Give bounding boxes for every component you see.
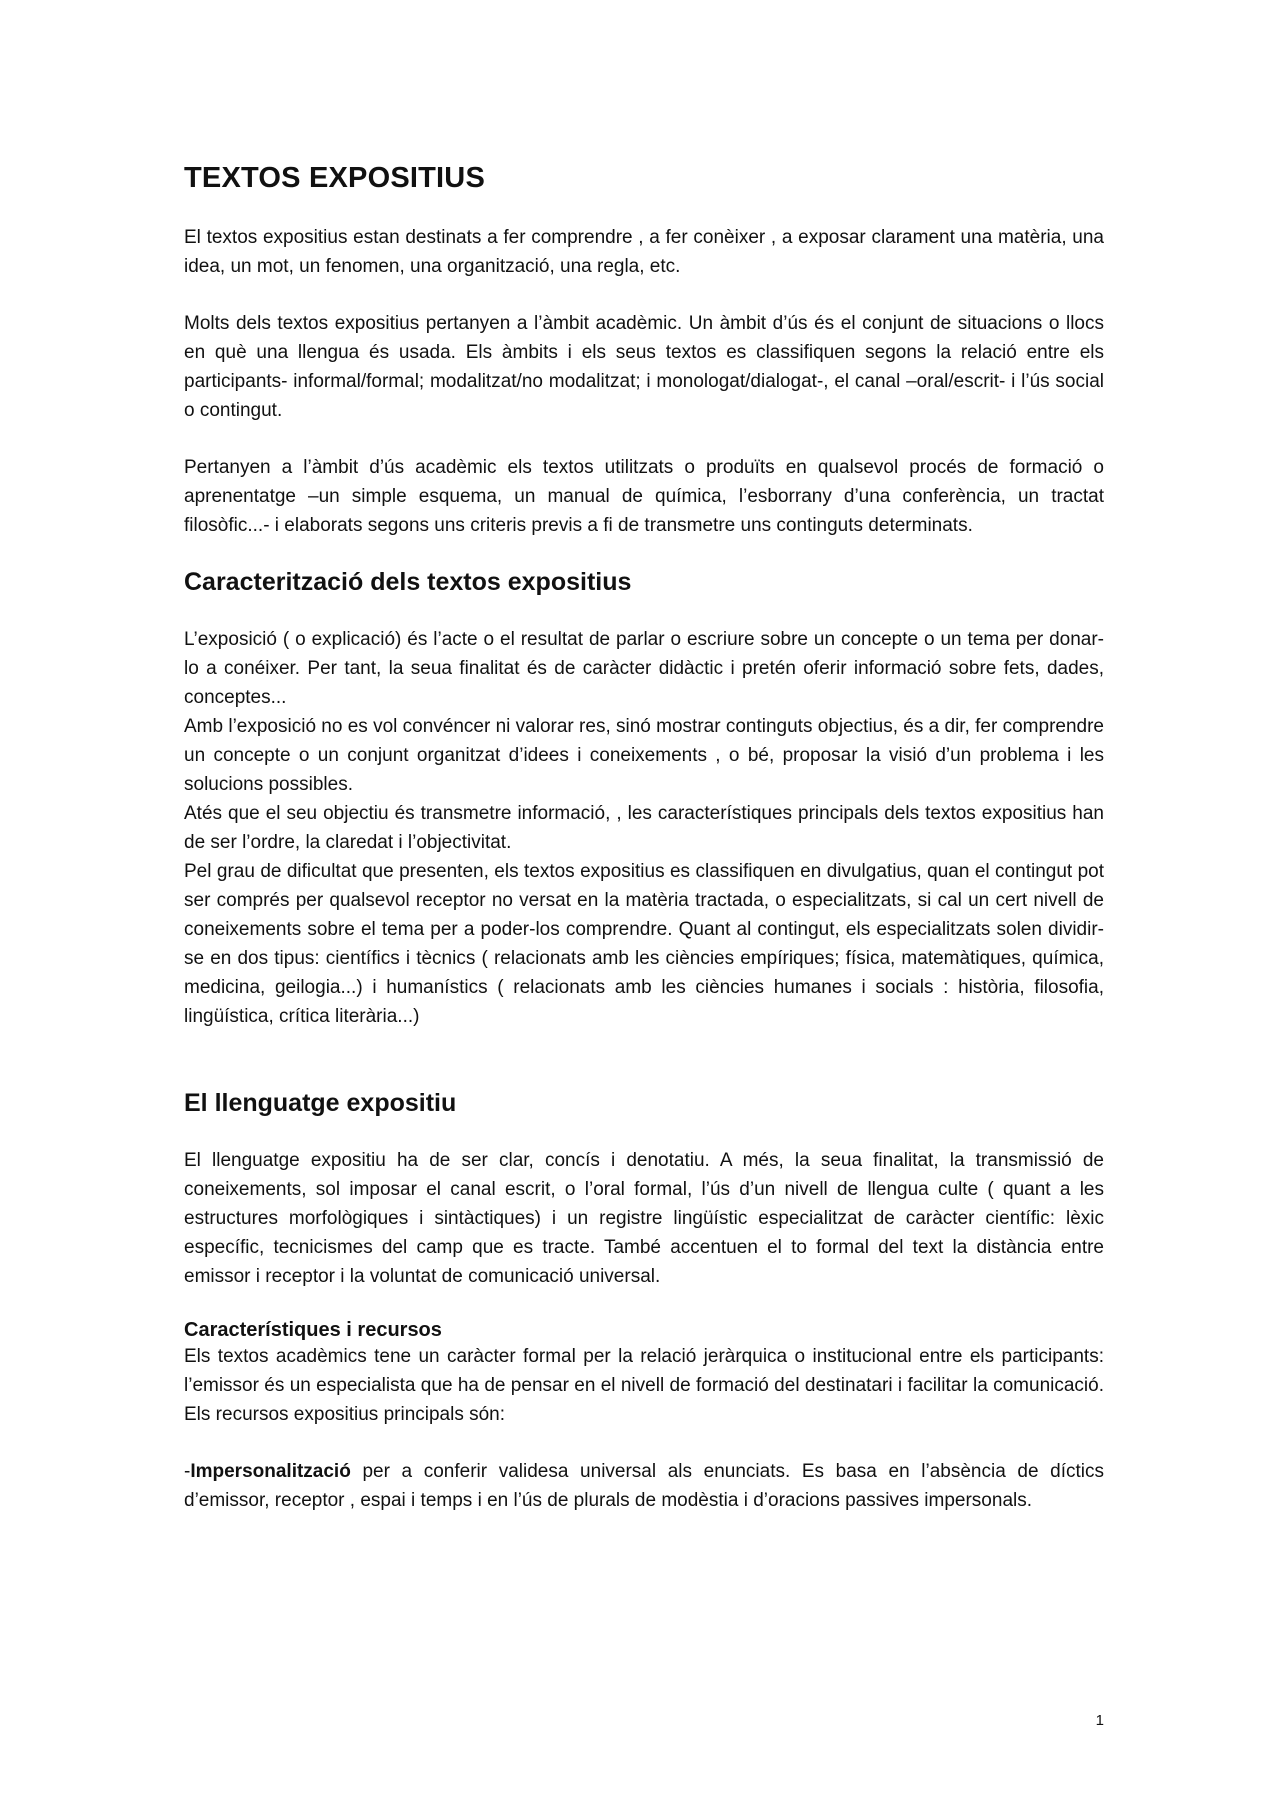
subsection-paragraph: Els textos acadèmics tene un caràcter formal per la relació jeràrquica o institucional entre els participants: l’emissor és un especialista que ha de pensar en el nivell de formació del destinatari i facilitar la comunicació. Els recursos expositius principals són: <box>184 1346 1104 1425</box>
section1-paragraph-2: Amb l’exposició no es vol convéncer ni valorar res, sinó mostrar continguts objectius, és a dir, fer comprendre un concepte o un conjunt organitzat d’idees i coneixements , o bé, proposar la visió d’un problema i les solucions possibles. <box>184 716 1104 795</box>
section1-paragraph-3: Atés que el seu objectiu és transmetre informació, , les característiques principals dels textos expositius han de ser l’ordre, la claredat i l’objectivitat. <box>184 803 1104 853</box>
resource-text: per a conferir validesa universal als enunciats. Es basa en l’absència de díctics d’emissor, receptor , espai i temps i en l’ús de plurals de modèstia i d’oracions passives impersonals. <box>184 1461 1104 1511</box>
intro-paragraph-2: Molts dels textos expositius pertanyen a l’àmbit acadèmic. Un àmbit d’ús és el conjunt de situacions o llocs en què una llengua és usada. Els àmbits i els seus textos es classifiquen segons la relació entre els participants- informal/formal; modalitzat/no modalitzat; i monologat/dialogat-, el canal –oral/escrit- i l’ús social o contingut. <box>184 313 1104 421</box>
section-heading-caracteritzacio: Caracterització dels textos expositius <box>184 568 632 596</box>
section1-paragraph-1: L’exposició ( o explicació) és l’acte o el resultat de parlar o escriure sobre un concepte o un tema per donar-lo a conéixer. Per tant, la seua finalitat és de caràcter didàctic i pretén oferir informació sobre fets, dades, conceptes... <box>184 629 1104 708</box>
document-page <box>184 150 1104 1515</box>
resource-term: Impersonalització <box>190 1461 351 1482</box>
resource-prefix: - <box>184 1461 191 1482</box>
section2-paragraph: El llenguatge expositiu ha de ser clar, concís i denotatiu. A més, la seua finalitat, la transmissió de coneixements, sol imposar el canal escrit, o l’oral formal, l’ús d’un nivell de llengua culte ( quant a les estructures morfològiques i sintàctiques) i un registre lingüístic especialitzat de caràcter científic: lèxic específic, tecnicismes del camp que es tracte. També accentuen el to formal del text la distància entre emissor i receptor i la voluntat de comunicació universal. <box>184 1150 1104 1287</box>
intro-paragraph-3: Pertanyen a l’àmbit d’ús acadèmic els textos utilitzats o produïts en qualsevol procés de formació o aprenentatge –un simple esquema, un manual de química, l’esborrany d’una conferència, un tractat filosòfic...- i elaborats segons uns criteris previs a fi de transmetre uns continguts determinats. <box>184 457 1104 536</box>
document-title: TEXTOS EXPOSITIUS <box>184 162 485 194</box>
spacer <box>184 1031 1104 1089</box>
section-heading-llenguatge: El llenguatge expositiu <box>184 1089 457 1117</box>
subheading-caracteristiques: Característiques i recursos <box>184 1319 442 1341</box>
page-number: 1 <box>1095 1712 1104 1729</box>
resource-impersonalitzacio <box>184 1457 1104 1515</box>
section1-paragraph-4: Pel grau de dificultat que presenten, els textos expositius es classifiquen en divulgatius, quan el contingut pot ser comprés per qualsevol receptor no versat en la matèria tractada, o especialitzats, si cal un cert nivell de coneixements sobre el tema per a poder-los comprendre. Quant al contingut, els especialitzats solen dividir-se en dos tipus: científics i tècnics ( relacionats amb les ciències empíriques; física, matemàtiques, química, medicina, geilogia...) i humanístics ( relacionats amb les ciències humanes i socials : història, filosofia, lingüística, crítica literària...) <box>184 861 1104 1027</box>
intro-paragraph-1: El textos expositius estan destinats a fer comprendre , a fer conèixer , a exposar clarament una matèria, una idea, un mot, un fenomen, una organització, una regla, etc. <box>184 227 1104 277</box>
